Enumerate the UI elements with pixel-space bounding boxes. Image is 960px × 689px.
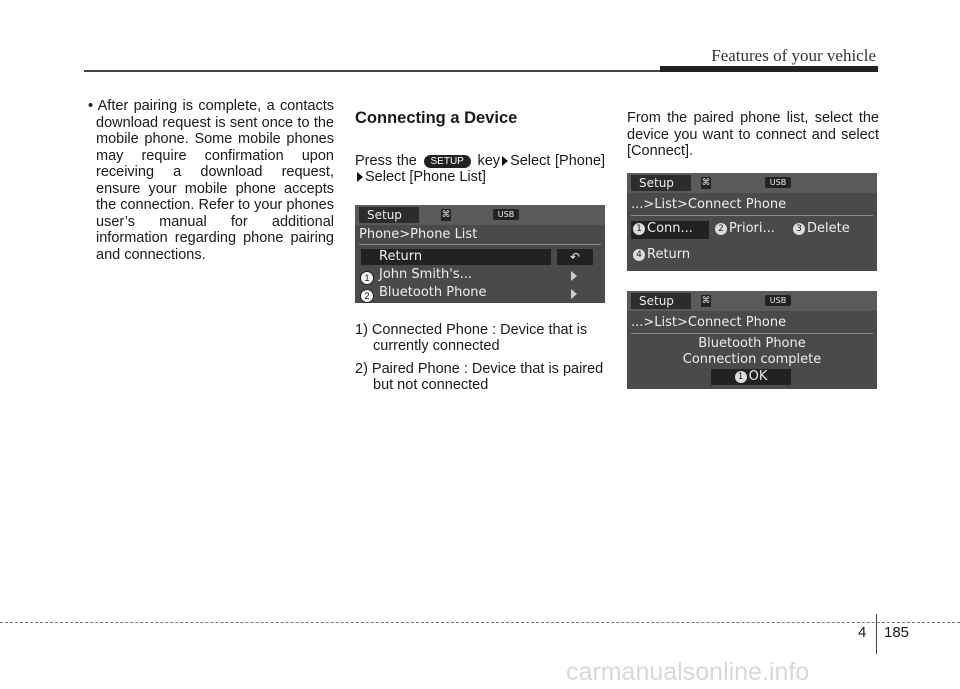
- usb-icon: USB: [765, 295, 791, 306]
- list-item: 1) Connected Phone : Device that is currently connected: [355, 321, 588, 354]
- ok-button[interactable]: [711, 369, 791, 385]
- option-priority[interactable]: [715, 221, 775, 236]
- watermark: carmanualsonline.info: [566, 658, 810, 686]
- bluetooth-icon: ⌘: [701, 296, 711, 306]
- column-3: [627, 110, 879, 160]
- chapter-number: 4: [858, 624, 867, 641]
- return-item[interactable]: Return: [379, 249, 423, 264]
- screen-tab-bar: [355, 205, 605, 225]
- option-return[interactable]: [633, 247, 690, 262]
- phone-item-1[interactable]: John Smith's...: [379, 267, 473, 282]
- connect-instruction: From the paired phone list, select the device you want to connect and select [Connect].: [627, 110, 879, 159]
- number-icon: 1: [735, 371, 747, 383]
- number-icon: 2: [715, 223, 727, 235]
- screen-divider: [631, 333, 873, 334]
- instr-select-phone: Select [Phone]: [510, 152, 605, 169]
- bluetooth-icon: ⌘: [701, 178, 711, 188]
- usb-icon: USB: [493, 209, 519, 220]
- number-icon: 1: [633, 223, 645, 235]
- bullet-paragraph: • After pairing is complete, a contacts download request is sent once to the mobile phone. Some mobile phones may require confirmation upon receiving a download request, ensure your mobile phone accepts the connection. Refer to your phones user’s manual for additional information regarding phone pairing and connections.: [88, 98, 334, 263]
- ok-label: OK: [748, 369, 768, 384]
- chevron-right-icon: [571, 271, 577, 281]
- phone-item-2[interactable]: Bluetooth Phone: [379, 285, 487, 300]
- header-rule-accent: [660, 66, 878, 72]
- setup-key-icon: SETUP: [424, 155, 471, 168]
- footer-rule: [0, 622, 960, 623]
- usb-icon: USB: [765, 177, 791, 188]
- number-icon: 4: [633, 249, 645, 261]
- setup-tab: Setup: [631, 293, 691, 309]
- instr-press: Press the: [355, 152, 417, 169]
- list-item: 2) Paired Phone : Device that is paired but not connected: [355, 360, 604, 393]
- option-connect[interactable]: [633, 221, 693, 236]
- screen-title: Phone>Phone List: [359, 227, 478, 242]
- footer-divider: [876, 614, 877, 654]
- instr-select-list: Select [Phone List]: [365, 169, 486, 185]
- bullet-text: After pairing is complete, a contacts download request is sent once to the mobile phone. Some mobile phones may require confirmation upon receiving a download request, ensure your mobile phone accepts the connection. Refer to your phones user’s manual for additional information regarding phone pairing and connections.: [96, 98, 334, 263]
- connection-complete-screen: [627, 291, 877, 389]
- screen-tab-bar: [627, 173, 877, 193]
- section-heading: Connecting a Device: [355, 109, 518, 127]
- column-1: [84, 98, 334, 263]
- screen-title: ...>List>Connect Phone: [631, 197, 787, 212]
- arrow-right-icon: [502, 156, 508, 166]
- connect-options-screen: [627, 173, 877, 271]
- message-line-2: Connection complete: [682, 352, 822, 367]
- screen-tab-bar: [627, 291, 877, 311]
- screen-title: ...>List>Connect Phone: [631, 315, 787, 330]
- option-label: Delete: [807, 221, 850, 236]
- callout-badge-2: 2: [360, 289, 374, 303]
- screen-divider: [359, 244, 601, 245]
- instruction: [355, 153, 605, 186]
- phone-list-screen: [355, 205, 605, 303]
- setup-tab: Setup: [631, 175, 691, 191]
- message-line-1: Bluetooth Phone: [698, 336, 806, 351]
- bluetooth-icon: ⌘: [441, 210, 451, 220]
- option-label: Conn...: [647, 221, 693, 236]
- option-label: Return: [647, 247, 691, 262]
- back-icon[interactable]: ↶: [557, 249, 593, 265]
- instr-key: key: [477, 152, 501, 169]
- number-icon: 3: [793, 223, 805, 235]
- section-title: Features of your vehicle: [711, 46, 876, 65]
- chevron-right-icon: [571, 289, 577, 299]
- screen-divider: [631, 215, 873, 216]
- arrow-right-icon: [357, 172, 363, 182]
- setup-tab: Setup: [359, 207, 419, 223]
- option-delete[interactable]: [793, 221, 850, 236]
- option-label: Priori...: [729, 221, 775, 236]
- callout-badge-1: 1: [360, 271, 374, 285]
- page-number: 185: [884, 624, 910, 641]
